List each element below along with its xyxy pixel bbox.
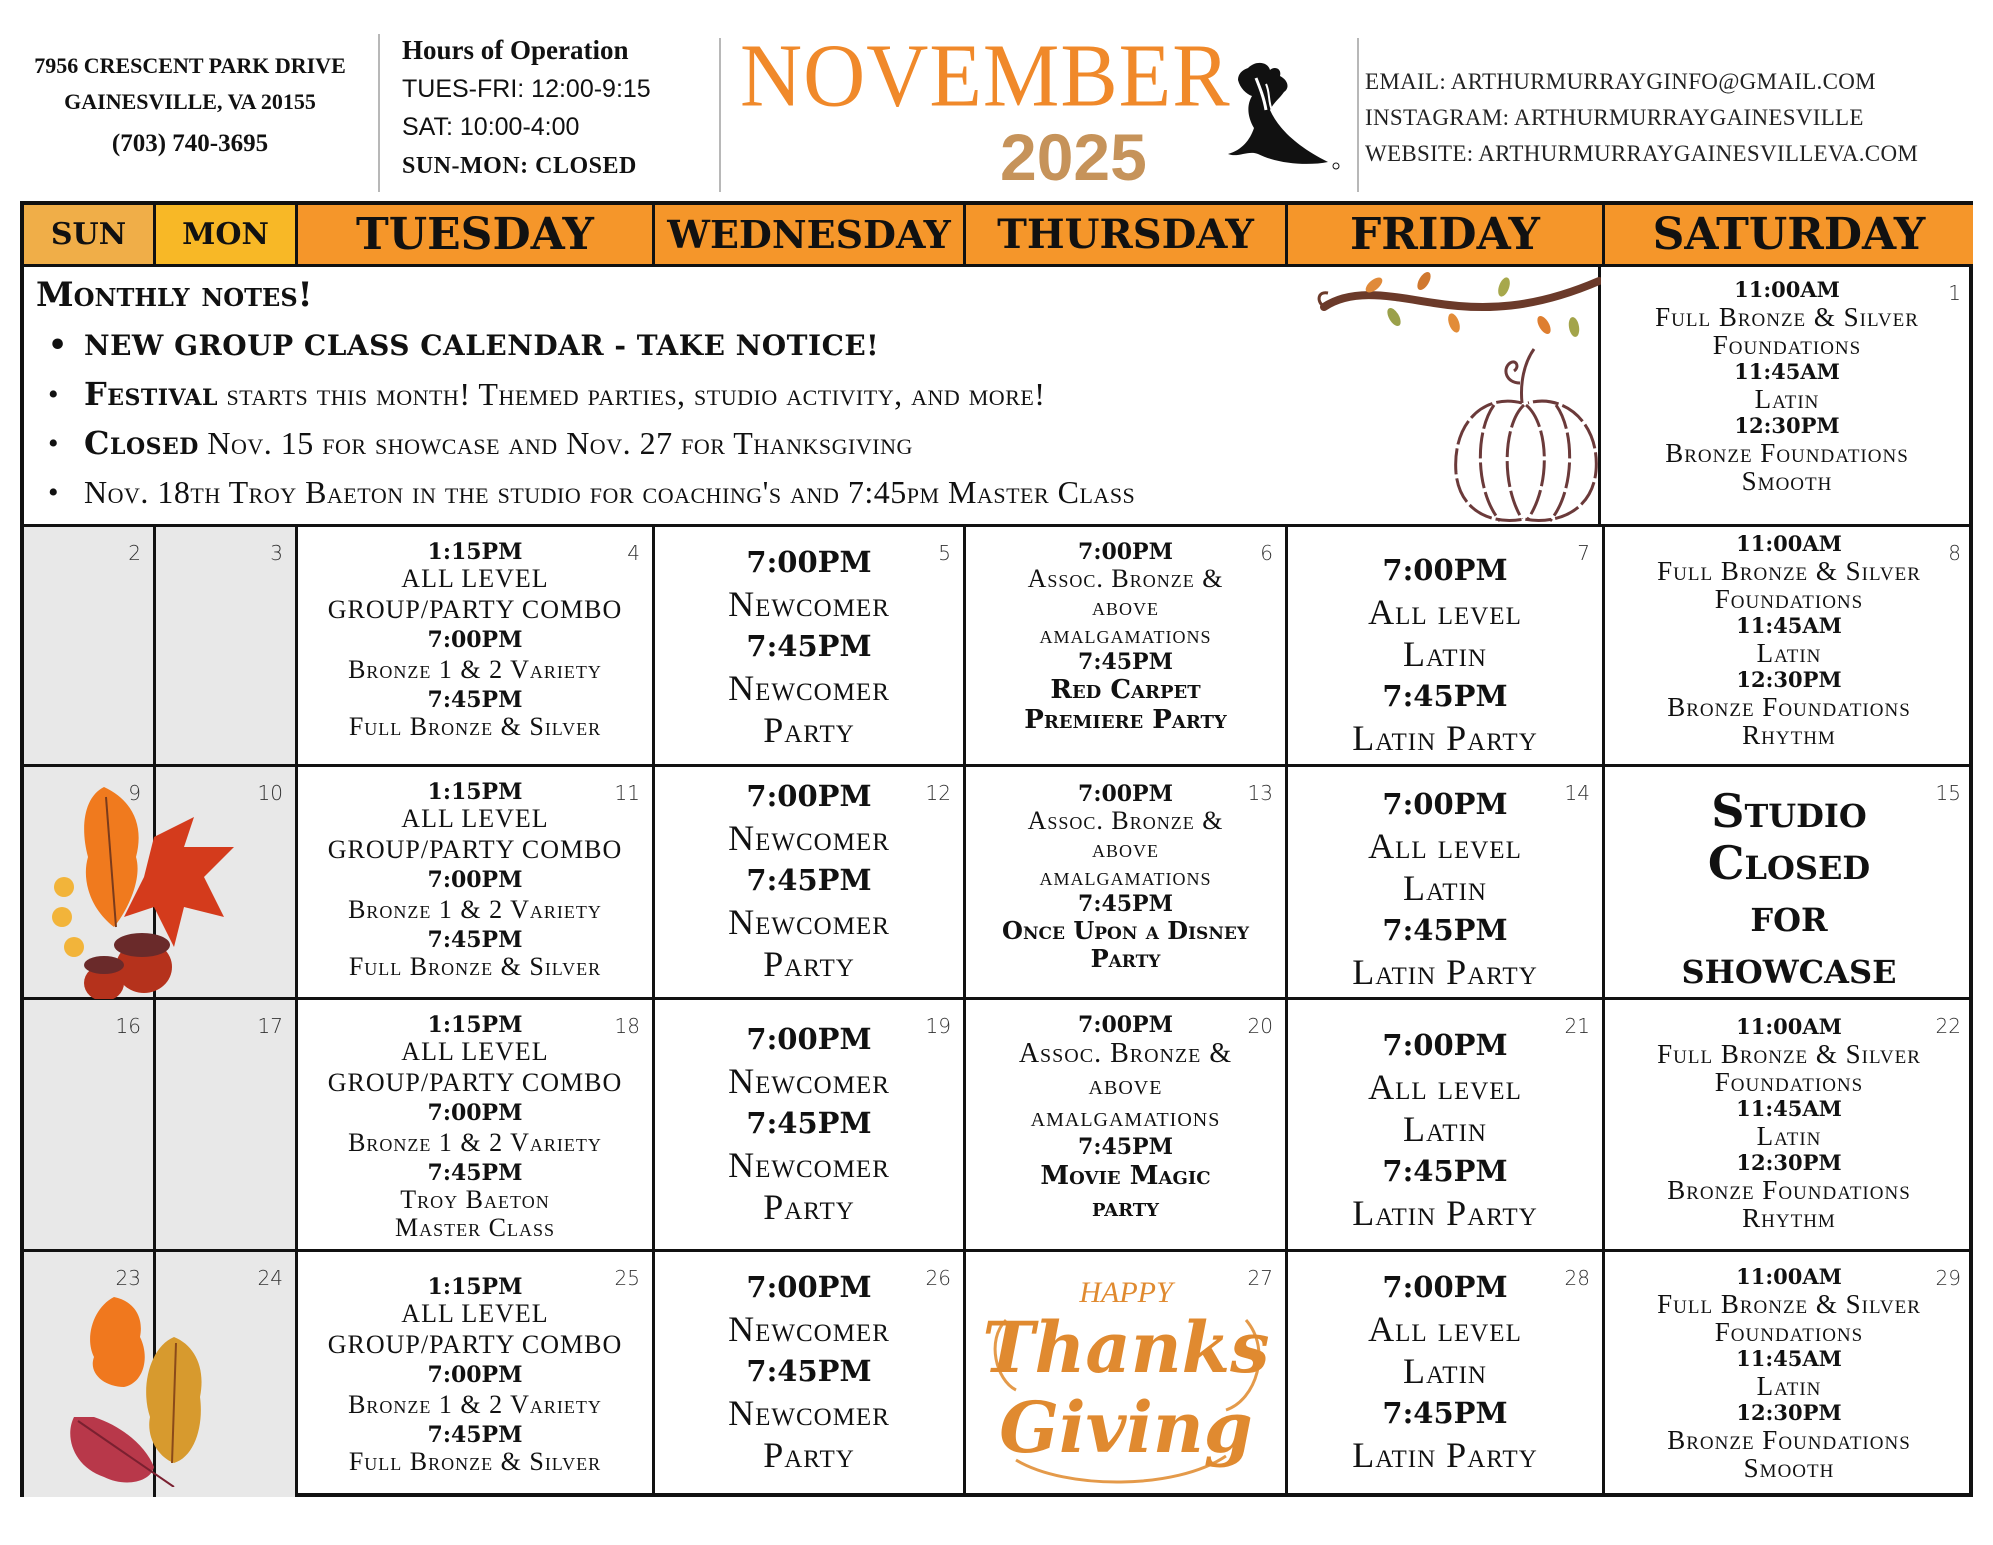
hours-sun-mon: SUN-MON: CLOSED [402, 153, 637, 179]
day-number: 25 [614, 1266, 640, 1290]
day-number: 16 [115, 1014, 141, 1038]
day-events: 11:00AM Full Bronze & Silver Foundations 11:45AM Latin 12:30PM Bronze Foundations Rhythm [1657, 531, 1921, 750]
autumn-leaves-acorns-icon [44, 777, 284, 999]
day-number: 18 [614, 1014, 640, 1038]
address-line-2: GAINESVILLE, VA 20155 [64, 89, 316, 114]
day-cell-21[interactable] [1288, 1000, 1605, 1252]
email-link[interactable]: EMAIL: ARTHURMURRAYGINFO@GMAIL.COM [1365, 69, 1876, 94]
day-number: 8 [1948, 541, 1961, 565]
day-number: 7 [1577, 541, 1590, 565]
header-divider [378, 34, 380, 192]
day-number: 14 [1564, 781, 1590, 805]
day-events: 7:00PM Newcomer 7:45PM Newcomer Party [728, 779, 890, 984]
day-cell-8[interactable] [1605, 527, 1973, 767]
day-number: 20 [1247, 1014, 1273, 1038]
day-number: 4 [627, 541, 640, 565]
day-cell-20[interactable] [966, 1000, 1288, 1252]
day-number: 13 [1247, 781, 1273, 805]
day-number: 6 [1260, 541, 1273, 565]
day-number: 17 [257, 1014, 283, 1038]
note-item: • Festival starts this month! Themed parties, studio activity, and more! [84, 370, 1135, 419]
day-cell-18[interactable] [298, 1000, 655, 1252]
day-cell-7[interactable] [1288, 527, 1605, 767]
day-number: 21 [1564, 1014, 1590, 1038]
day-number: 19 [925, 1014, 951, 1038]
header-divider [719, 38, 721, 192]
day-number: 11 [614, 781, 640, 805]
day-cell-27[interactable] [966, 1252, 1288, 1497]
day-cell-25[interactable] [298, 1252, 655, 1497]
notes-list [84, 321, 1135, 517]
day-cell-3[interactable] [156, 527, 298, 767]
dow-monday: MON [156, 205, 298, 267]
day-events: 11:00AM Full Bronze & Silver Foundations 11:45AM Latin 12:30PM Bronze Foundations Rhythm [1657, 1014, 1921, 1233]
day-cell-22[interactable] [1605, 1000, 1973, 1252]
svg-text:Giving: Giving [999, 1386, 1253, 1469]
instagram-link[interactable]: INSTAGRAM: ARTHURMURRAYGAINESVILLE [1365, 105, 1864, 130]
note-item: • NEW GROUP CLASS CALENDAR - TAKE NOTICE! [84, 321, 1135, 370]
day-cell-29[interactable] [1605, 1252, 1973, 1497]
dow-sunday: SUN [24, 205, 156, 267]
svg-text:Thanks: Thanks [982, 1306, 1270, 1389]
day-number: 26 [925, 1266, 951, 1290]
note-item: • Closed Nov. 15 for showcase and Nov. 27 for Thanksgiving [84, 419, 1135, 468]
day-number: 2 [128, 541, 141, 565]
day-events: 7:00PM Assoc. Bronze & above amalgamations 7:45PM Red Carpet Premiere Party [1024, 539, 1227, 735]
website-link[interactable]: WEBSITE: ARTHURMURRAYGAINESVILLEVA.COM [1365, 141, 1919, 166]
day-cell-1[interactable] [1601, 267, 1973, 527]
day-cell-26[interactable] [655, 1252, 966, 1497]
day-cell-16[interactable] [24, 1000, 156, 1252]
header-divider [1357, 38, 1359, 192]
day-events: 11:00AM Full Bronze & Silver Foundations 11:45AM Latin 12:30PM Bronze Foundations Smooth [1655, 277, 1919, 496]
day-number: 28 [1564, 1266, 1590, 1290]
day-events: 7:00PM All level Latin 7:45PM Latin Party [1352, 1270, 1538, 1475]
day-cell-2[interactable] [24, 527, 156, 767]
day-events: 1:15PM ALL LEVEL GROUP/PARTY COMBO 7:00PM Bronze 1 & 2 Variety 7:45PM Troy Baeton Master Class [327, 1012, 623, 1242]
dow-tuesday: TUESDAY [298, 205, 655, 267]
dow-thursday: THURSDAY [966, 205, 1288, 267]
day-events: 7:00PM Newcomer 7:45PM Newcomer Party [728, 545, 890, 750]
phone-number: (703) 740-3695 [111, 130, 269, 157]
studio-closed-notice: Studio Closed for showcase [1681, 784, 1897, 994]
pumpkin-outline-icon [1444, 343, 1604, 527]
day-events: 7:00PM All level Latin 7:45PM Latin Party [1352, 1028, 1538, 1233]
autumn-branch-icon [1314, 267, 1601, 347]
calendar-grid [20, 201, 1973, 1497]
day-cell-15[interactable] [1605, 767, 1973, 1000]
day-number: 23 [115, 1266, 141, 1290]
day-events: 1:15PM ALL LEVEL GROUP/PARTY COMBO 7:00PM Bronze 1 & 2 Variety 7:45PM Full Bronze & Silver [327, 779, 623, 981]
hours-title: Hours of Operation [402, 35, 629, 65]
monthly-notes [24, 267, 1601, 527]
dow-friday: FRIDAY [1288, 205, 1605, 267]
ballroom-dancer-logo-icon [1208, 58, 1343, 173]
day-number: 12 [925, 781, 951, 805]
day-number: 10 [257, 781, 283, 805]
day-events: 7:00PM Assoc. Bronze & above amalgamations 7:45PM Once Upon a Disney Party [1002, 781, 1249, 973]
day-number: 15 [1935, 781, 1961, 805]
day-number: 9 [128, 781, 141, 805]
day-events: 7:00PM Newcomer 7:45PM Newcomer Party [728, 1270, 890, 1475]
day-events: 1:15PM ALL LEVEL GROUP/PARTY COMBO 7:00PM Bronze 1 & 2 Variety 7:45PM Full Bronze & Silver [327, 1274, 623, 1476]
autumn-oak-leaves-icon [54, 1287, 234, 1487]
day-events: 11:00AM Full Bronze & Silver Foundations 11:45AM Latin 12:30PM Bronze Foundations Smooth [1657, 1264, 1921, 1483]
day-cell-6[interactable] [966, 527, 1288, 767]
day-cell-13[interactable] [966, 767, 1288, 1000]
day-events: 7:00PM All level Latin 7:45PM Latin Party [1352, 553, 1538, 758]
day-number: 22 [1935, 1014, 1961, 1038]
day-number: 29 [1935, 1266, 1961, 1290]
day-events: 7:00PM All level Latin 7:45PM Latin Party [1352, 787, 1538, 992]
day-cell-11[interactable] [298, 767, 655, 1000]
day-events: 7:00PM Assoc. Bronze & above amalgamations 7:45PM Movie Magic party [1018, 1012, 1233, 1223]
notes-title: Monthly notes! [36, 275, 313, 315]
day-cell-5[interactable] [655, 527, 966, 767]
hours-of-operation [402, 30, 651, 186]
day-cell-12[interactable] [655, 767, 966, 1000]
day-cell-17[interactable] [156, 1000, 298, 1252]
dow-saturday: SATURDAY [1605, 205, 1973, 267]
day-cell-4[interactable] [298, 527, 655, 767]
day-number: 27 [1247, 1266, 1273, 1290]
happy-thanksgiving-lettering-icon [976, 1260, 1276, 1496]
day-events: 1:15PM ALL LEVEL GROUP/PARTY COMBO 7:00PM Bronze 1 & 2 Variety 7:45PM Full Bronze & Silver [327, 539, 623, 741]
month-title: NOVEMBER [740, 24, 1231, 126]
address-line-1: 7956 CRESCENT PARK DRIVE [34, 53, 346, 78]
hours-tues-fri: TUES-FRI: 12:00-9:15 [402, 75, 651, 103]
year-title: 2025 [1000, 120, 1147, 194]
day-cell-14[interactable] [1288, 767, 1605, 1000]
svg-text:HAPPY: HAPPY [1079, 1276, 1173, 1309]
day-number: 3 [270, 541, 283, 565]
day-number: 24 [257, 1266, 283, 1290]
hours-sat: SAT: 10:00-4:00 [402, 113, 580, 141]
studio-address [20, 48, 360, 166]
contact-info [1365, 64, 1918, 172]
dow-wednesday: WEDNESDAY [655, 205, 966, 267]
day-number: 1 [1948, 281, 1961, 305]
day-cell-28[interactable] [1288, 1252, 1605, 1497]
day-number: 5 [938, 541, 951, 565]
day-events: 7:00PM Newcomer 7:45PM Newcomer Party [728, 1022, 890, 1227]
note-item: • Nov. 18th Troy Baeton in the studio for coaching's and 7:45pm Master Class [84, 468, 1135, 517]
day-cell-19[interactable] [655, 1000, 966, 1252]
